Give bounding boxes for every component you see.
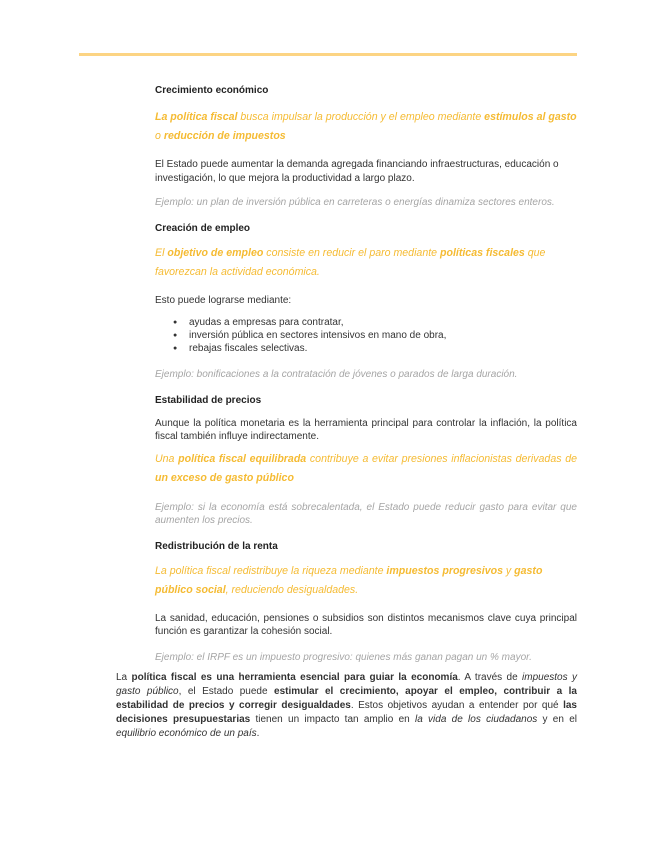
example-estabilidad: Ejemplo: si la economía está sobrecalentada, el Estado puede reducir gasto para evitar que aumenten los precios. [155, 501, 577, 526]
list-item: ● inversión pública en sectores intensivos en mano de obra, [155, 329, 577, 342]
highlight-empleo: El objetivo de empleo consiste en reducir el paro mediante políticas fiscales que favorezcan la actividad económica. [155, 246, 546, 278]
section-title-empleo: Creación de empleo [155, 222, 251, 234]
section-title-redistribucion: Redistribución de la renta [155, 540, 278, 552]
body-crecimiento: El Estado puede aumentar la demanda agregada financiando infraestructuras, educación o investigación, lo que mejora la productividad a largo plazo. [155, 159, 559, 184]
section-title-estabilidad: Estabilidad de precios [155, 394, 262, 406]
body-estabilidad: Aunque la política monetaria es la herramienta principal para controlar la inflación, la política fiscal también influye indirectamente. [155, 417, 577, 442]
bullet-list-empleo [155, 316, 577, 355]
body-empleo: Esto puede lograrse mediante: [155, 294, 292, 306]
example-empleo: Ejemplo: bonificaciones a la contratación de jóvenes o parados de larga duración. [155, 369, 518, 380]
highlight-estabilidad: Una política fiscal equilibrada contribuye a evitar presiones inflacionistas derivadas de un exceso de gasto público [155, 452, 577, 484]
header-rule [79, 53, 577, 56]
highlight-crecimiento: La política fiscal busca impulsar la producción y el empleo mediante estímulos al gasto o reducción de impuestos [155, 111, 577, 142]
document-content [155, 84, 577, 664]
highlight-redistribucion: La política fiscal redistribuye la riqueza mediante impuestos progresivos y gasto público social, reduciendo desigualdades. [155, 564, 543, 596]
example-crecimiento: Ejemplo: un plan de inversión pública en carreteras o energías dinamiza sectores enteros. [155, 197, 555, 208]
body-redistribucion: La sanidad, educación, pensiones o subsidios son distintos mecanismos clave cuya principal función es garantizar la cohesión social. [155, 612, 577, 637]
example-redistribucion: Ejemplo: el IRPF es un impuesto progresivo: quienes más ganan pagan un % mayor. [155, 651, 532, 663]
list-item: ● rebajas fiscales selectivas. [155, 342, 577, 355]
section-title-crecimiento: Crecimiento económico [155, 85, 269, 96]
list-item: ● ayudas a empresas para contratar, [155, 316, 577, 329]
conclusion-paragraph: La política fiscal es una herramienta esencial para guiar la economía. A través de impuestos y gasto público, el Estado puede estimular el crecimiento, apoyar el empleo, contribuir a la estabilidad de precios y corregir desigualdades. Estos objetivos ayudan a entender por qué las decisiones presupuestarias tienen un impacto tan amplio en la vida de los ciudadanos y en el equilibrio económico de un país. [116, 672, 578, 739]
